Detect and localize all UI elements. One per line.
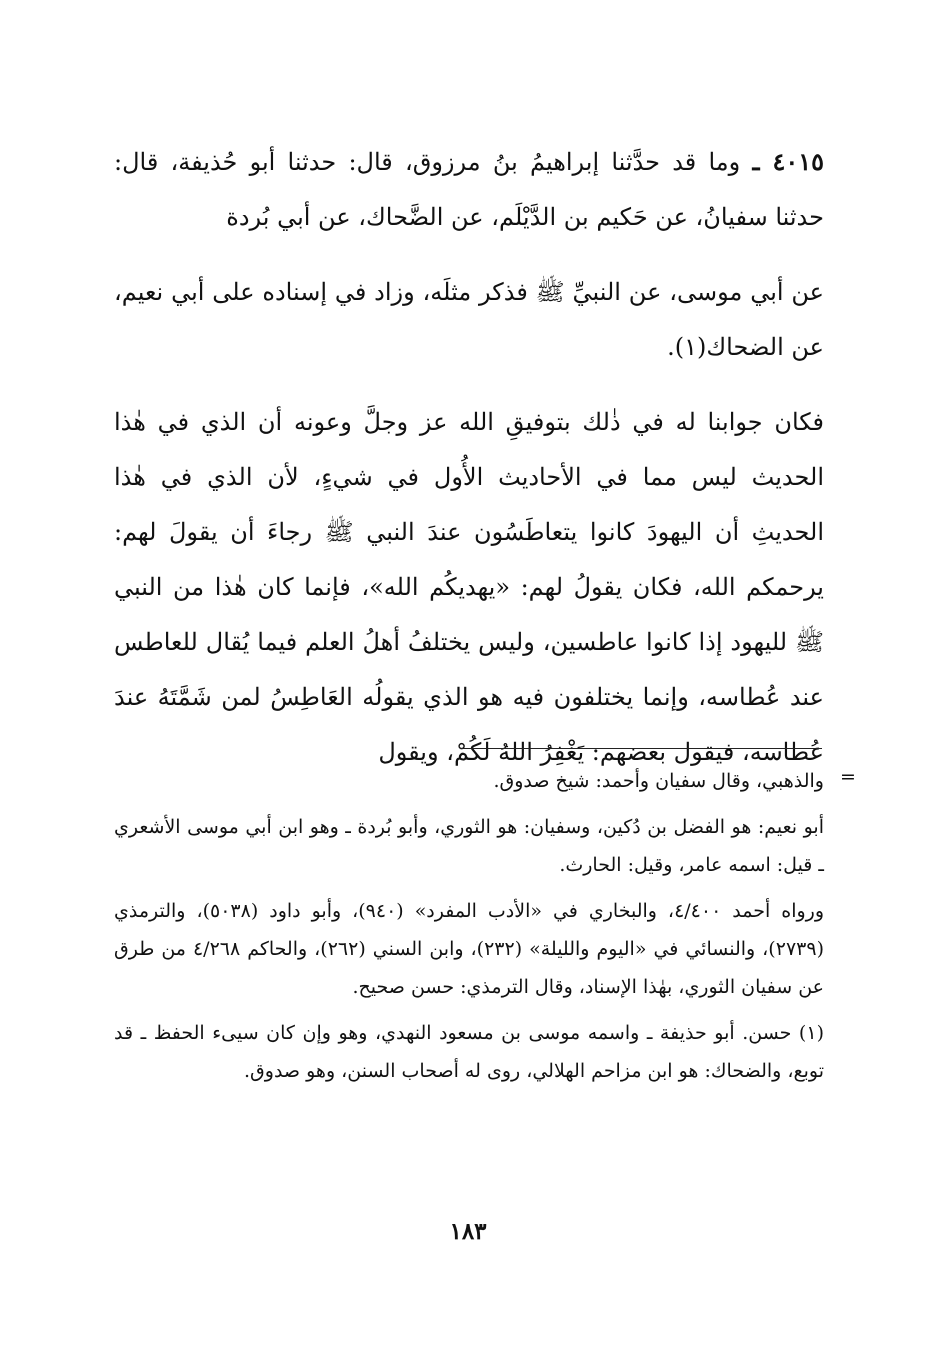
hadith-paragraph xyxy=(114,134,824,245)
footnotes xyxy=(114,762,824,1090)
footnote-divider xyxy=(460,748,822,749)
page-number: ١٨٣ xyxy=(449,1218,487,1245)
hadith-continuation: عن أبي موسى، عن النبيِّ ﷺ فذكر مثلَه، وزاد في إسناده على أبي نعيم، عن الضحاك(١). xyxy=(114,278,824,361)
footnote-paragraph: ورواه أحمد ٤/٤٠٠، والبخاري في «الأدب المفرد» (٩٤٠)، وأبو داود (٥٠٣٨)، والترمذي (٢٧٣٩)، والنسائي في «اليوم والليلة» (٢٣٢)، وابن السني (٢٦٢)، والحاكم ٤/٢٦٨ من طرق عن سفيان الثوري، بهٰذا الإسناد، وقال الترمذي: حسن صحيح. xyxy=(114,900,824,998)
hadith-number: ٤٠١٥ ـ xyxy=(752,147,825,176)
commentary-paragraph: فكان جوابنا له في ذٰلك بتوفيقِ الله عز وجلَّ وعونه أن الذي في هٰذا الحديث ليس مما في الأحاديث الأُول في شيءٍ، لأن الذي في هٰذا الحديثِ أن اليهودَ كانوا يتعاطَسُون عندَ النبي ﷺ رجاءَ أن يقولَ لهم: يرحمكم الله، فكان يقولُ لهم: «يهديكُم الله»، فإنما كان هٰذا من النبي ﷺ لليهود إذا كانوا عاطسين، وليس يختلفُ أهلُ العلم فيما يُقال للعاطس عند عُطاسه، وإنما يختلفون فيه هو الذي يقولُه العَاطِسُ لمن شَمَّتَهُ عندَ عُطاسه، فيقول بعضهم: يَغْفِرُ اللهُ لَكُمْ، ويقول xyxy=(114,408,824,766)
footnote-paragraph: أبو نعيم: هو الفضل بن دُكين، وسفيان: هو الثوري، وأبو بُردة ـ وهو ابن أبي موسى الأشعري ـ قيل: اسمه عامر، وقيل: الحارث. xyxy=(114,816,824,876)
footnote-paragraph: والذهبي، وقال سفيان وأحمد: شيخ صدوق. xyxy=(493,770,824,792)
footnote-1: (١) حسن. أبو حذيفة ـ واسمه موسى بن مسعود النهدي، وهو وإن كان سيىء الحفظ ـ قد توبع، والضحاك: هو ابن مزاحم الهلالي، روى له أصحاب السنن، وهو صدوق. xyxy=(114,1022,824,1082)
main-text xyxy=(114,134,824,780)
hadith-text: وما قد حدَّثنا إبراهيمُ بنُ مرزوق، قال: حدثنا أبو حُذيفة، قال: حدثنا سفيانُ، عن حَكيم بن الدَّيْلَم، عن الضَّحاك، عن أبي بُردة xyxy=(114,148,824,231)
footnote-continuation-mark: = xyxy=(840,766,856,788)
